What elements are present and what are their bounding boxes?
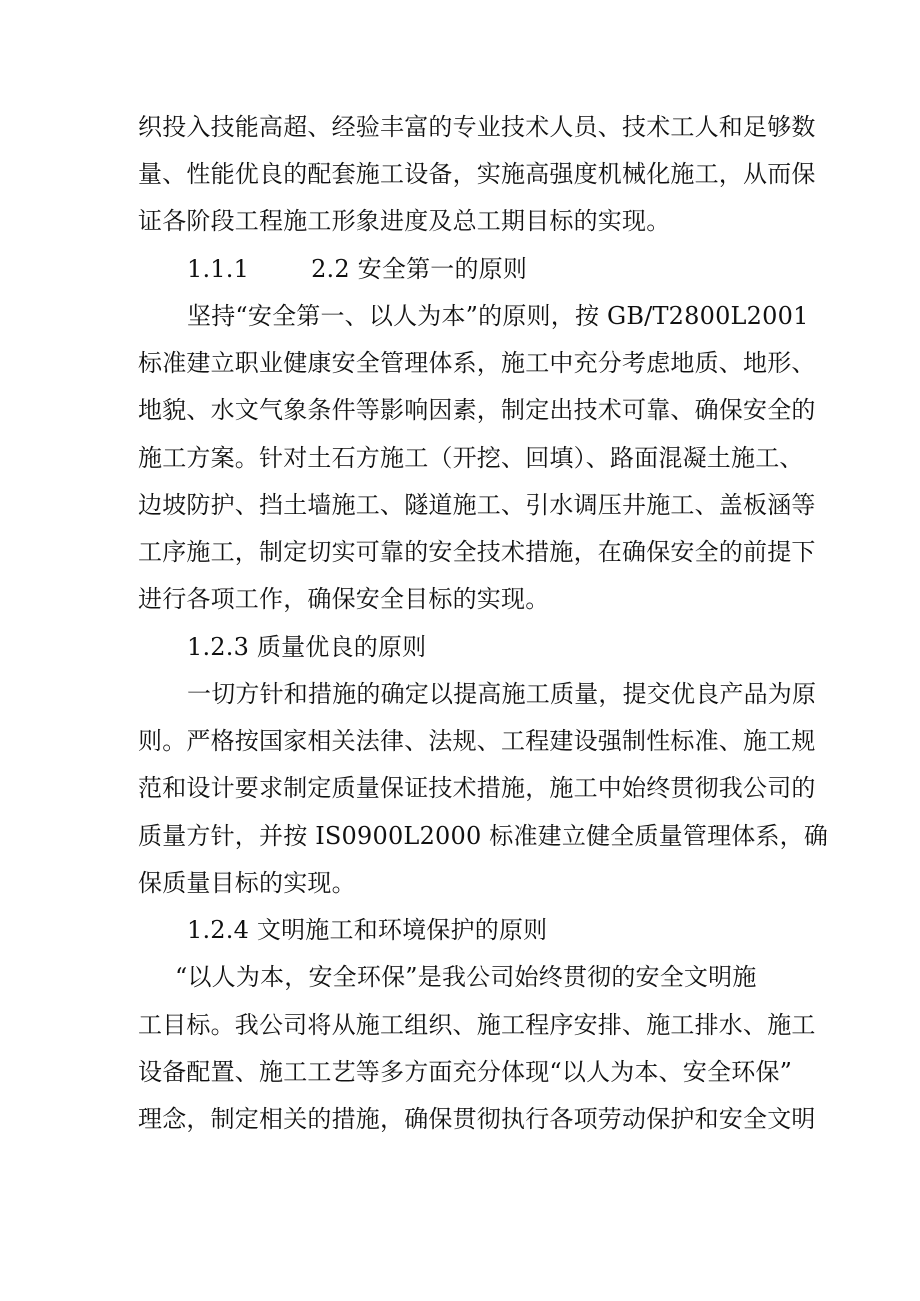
- section-number: 1.1.1: [187, 255, 250, 283]
- section-heading-1-2-3: 1.2.3 质量优良的原则: [187, 633, 427, 661]
- civilized-line-4: 理念，制定相关的措施，确保贯彻执行各项劳动保护和安全文明: [138, 1105, 816, 1133]
- quality-line-4: 质量方针，并按 IS0900L2000 标准建立健全质量管理体系，确: [138, 822, 829, 850]
- safety-line-6: 工序施工，制定切实可靠的安全技术措施，在确保安全的前提下: [138, 538, 816, 566]
- quality-line-1: 一切方针和措施的确定以提高施工质量，提交优良产品为原: [187, 680, 817, 708]
- section-title: 2.2 安全第一的原则: [311, 255, 528, 283]
- safety-line-7: 进行各项工作，确保安全目标的实现。: [138, 585, 550, 613]
- safety-line-1: 坚持“安全第一、以人为本”的原则，按 GB/T2800L2001: [187, 302, 809, 330]
- section-heading-1-1-1: [187, 254, 527, 284]
- intro-line-2: 量、性能优良的配套施工设备，实施高强度机械化施工，从而保: [138, 160, 816, 188]
- quality-line-5: 保质量目标的实现。: [138, 869, 356, 897]
- safety-line-2: 标准建立职业健康安全管理体系，施工中充分考虑地质、地形、: [138, 349, 816, 377]
- safety-line-5: 边坡防护、挡土墙施工、隧道施工、引水调压井施工、盖板涵等: [138, 491, 816, 519]
- safety-line-3: 地貌、水文气象条件等影响因素，制定出技术可靠、确保安全的: [138, 396, 816, 424]
- intro-line-1: 织投入技能高超、经验丰富的专业技术人员、技术工人和足够数: [138, 113, 816, 141]
- civilized-line-1: “以人为本，安全环保”是我公司始终贯彻的安全文明施: [175, 963, 757, 991]
- quality-line-2: 则。严格按国家相关法律、法规、工程建设强制性标准、施工规: [138, 727, 816, 755]
- intro-line-3: 证各阶段工程施工形象进度及总工期目标的实现。: [138, 207, 671, 235]
- civilized-line-2: 工目标。我公司将从施工组织、施工程序安排、施工排水、施工: [138, 1011, 816, 1039]
- section-heading-1-2-4: 1.2.4 文明施工和环境保护的原则: [187, 916, 548, 944]
- civilized-line-3: 设备配置、施工工艺等多方面充分体现“以人为本、安全环保”: [138, 1058, 793, 1086]
- quality-line-3: 范和设计要求制定质量保证技术措施，施工中始终贯彻我公司的: [138, 774, 816, 802]
- safety-line-4: 施工方案。针对土石方施工（开挖、回填）、路面混凝土施工、: [138, 444, 804, 472]
